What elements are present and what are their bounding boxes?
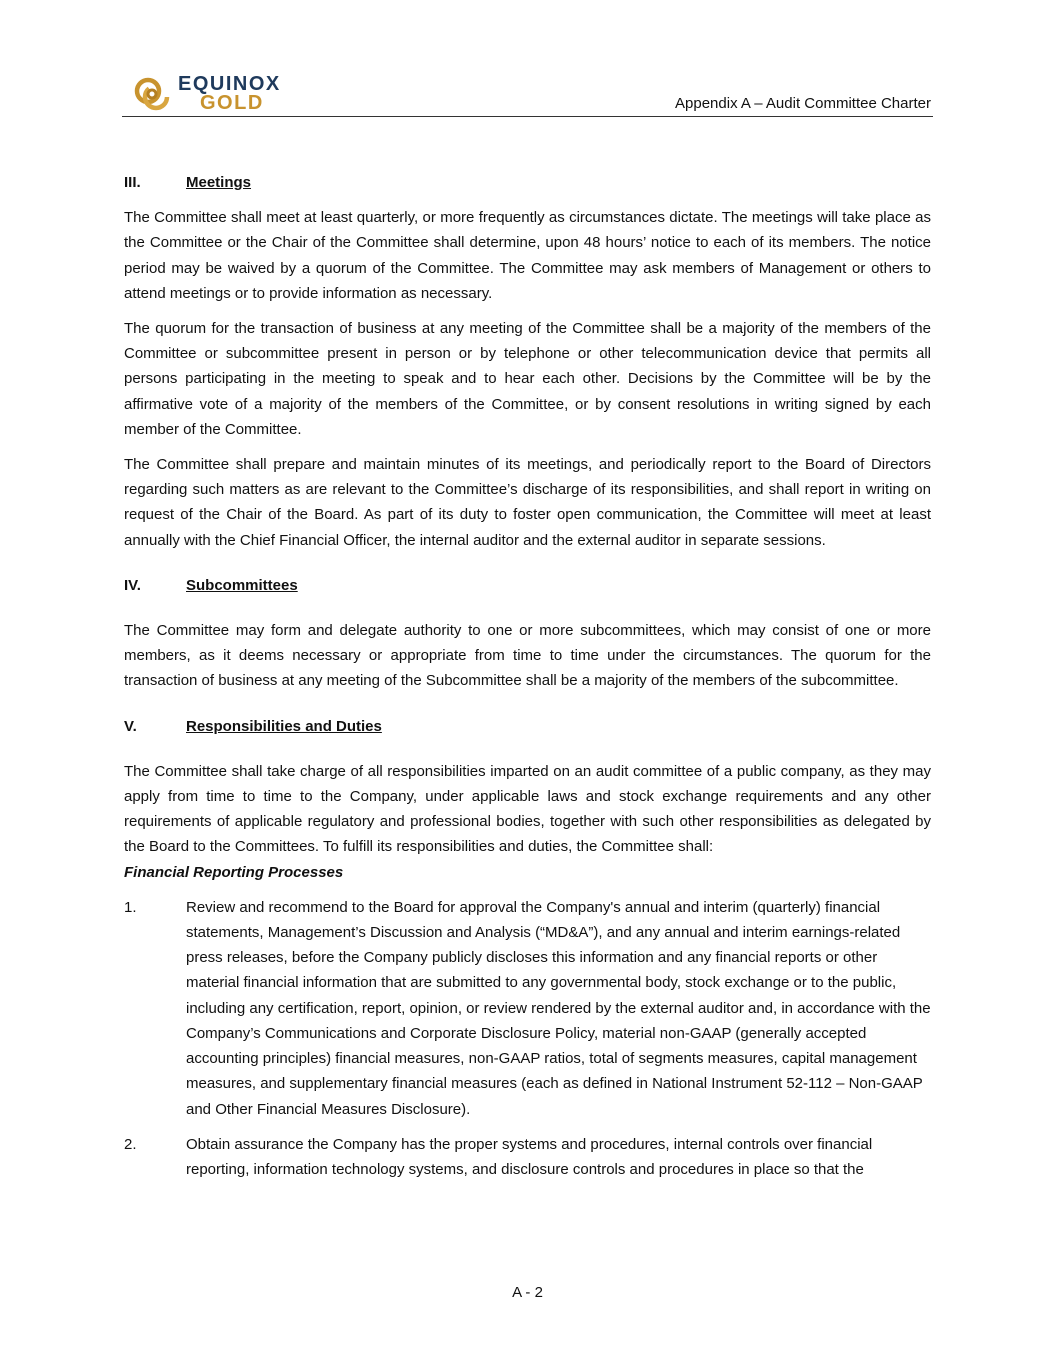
logo-wordmark	[178, 74, 281, 113]
logo-line-equinox: EQUINOX	[178, 72, 281, 95]
logo-line-gold: GOLD	[200, 91, 264, 114]
list-text: Review and recommend to the Board for approval the Company's annual and interim (quarterly) financial statements, Management’s Discussion and Analysis (“MD&A”), and any annual and interim earnings-related press releases, before the Company publicly discloses this information and any financial reports or other material financial information that are submitted to any governmental body, stock exchange or to the public, including any certification, report, opinion, or review rendered by the external auditor and, in accordance with the Company’s Communications and Corporate Disclosure Policy, material non-GAAP (generally accepted accounting principles) financial measures, non-GAAP ratios, total of segments measures, capital management measures, and supplementary financial measures (each as defined in National Instrument 52-112 – Non-GAAP and Other Financial Measures Disclosure).	[186, 898, 931, 1118]
paragraph: The Committee shall prepare and maintain minutes of its meetings, and periodically report to the Board of Directors regarding such matters as are relevant to the Committee’s discharge of its responsibilities, and shall report in writing on request of the Chair of the Board. As part of its duty to foster open communication, the Committee will meet at least annually with the Chief Financial Officer, the internal auditor and the external auditor in separate sessions.	[124, 456, 931, 549]
paragraph: The quorum for the transaction of business at any meeting of the Committee shall be a majority of the members of the Committee or subcommittee present in person or by telephone or other telecommunication device that permits all persons participating in the meeting to speak and to hear each other. Decisions by the Committee will be by the affirmative vote of a majority of the members of the Committee, or by consent resolutions in writing signed by each member of the Committee.	[124, 320, 931, 438]
subheading-financial-reporting: Financial Reporting Processes	[124, 863, 344, 881]
section-number: III.	[124, 174, 141, 191]
list-item	[124, 1132, 931, 1182]
section-title: Meetings	[186, 174, 252, 191]
section-heading-meetings	[124, 170, 931, 195]
list-number: 2.	[124, 1135, 137, 1153]
section-title: Responsibilities and Duties	[186, 717, 382, 735]
section-heading-subcommittees	[124, 573, 931, 598]
paragraph: The Committee shall take charge of all responsibilities imparted on an audit committee of a public company, as they may apply from time to time to the Company, under applicable laws and stock exchange requirements and any other requirements of applicable regulatory and professional bodies, together with such other responsibilities as delegated by the Board to the Committees. To fulfill its responsibilities and duties, the Committee shall:	[124, 762, 931, 856]
equinox-gold-emblem-icon	[132, 73, 172, 113]
document-title: Appendix A – Audit Committee Charter	[675, 95, 931, 112]
company-logo	[132, 72, 281, 114]
list-text: Obtain assurance the Company has the proper systems and procedures, internal controls over financial reporting, information technology systems, and disclosure controls and procedures in place so that the	[186, 1135, 873, 1178]
paragraph: The Committee shall meet at least quarterly, or more frequently as circumstances dictate. The meetings will take place as the Committee or the Chair of the Committee shall determine, upon 48 hours’ notice to each of its members. The notice period may be waived by a quorum of the Committee. The Committee may ask members of Management or others to attend meetings or to provide information as necessary.	[124, 209, 931, 302]
section-number: V.	[124, 717, 137, 735]
list-number: 1.	[124, 898, 137, 916]
section-title: Subcommittees	[186, 576, 298, 594]
section-number: IV.	[124, 576, 141, 594]
page-number: A - 2	[512, 1284, 543, 1301]
document-body	[124, 170, 931, 1182]
section-heading-responsibilities	[124, 714, 931, 739]
page-header	[122, 68, 933, 117]
paragraph: The Committee may form and delegate authority to one or more subcommittees, which may consist of one or more members, as it deems necessary or appropriate from time to time under the circumstances. The quorum for the transaction of business at any meeting of the Subcommittee shall be a majority of the members of the subcommittee.	[124, 622, 931, 690]
list-item	[124, 895, 931, 1122]
